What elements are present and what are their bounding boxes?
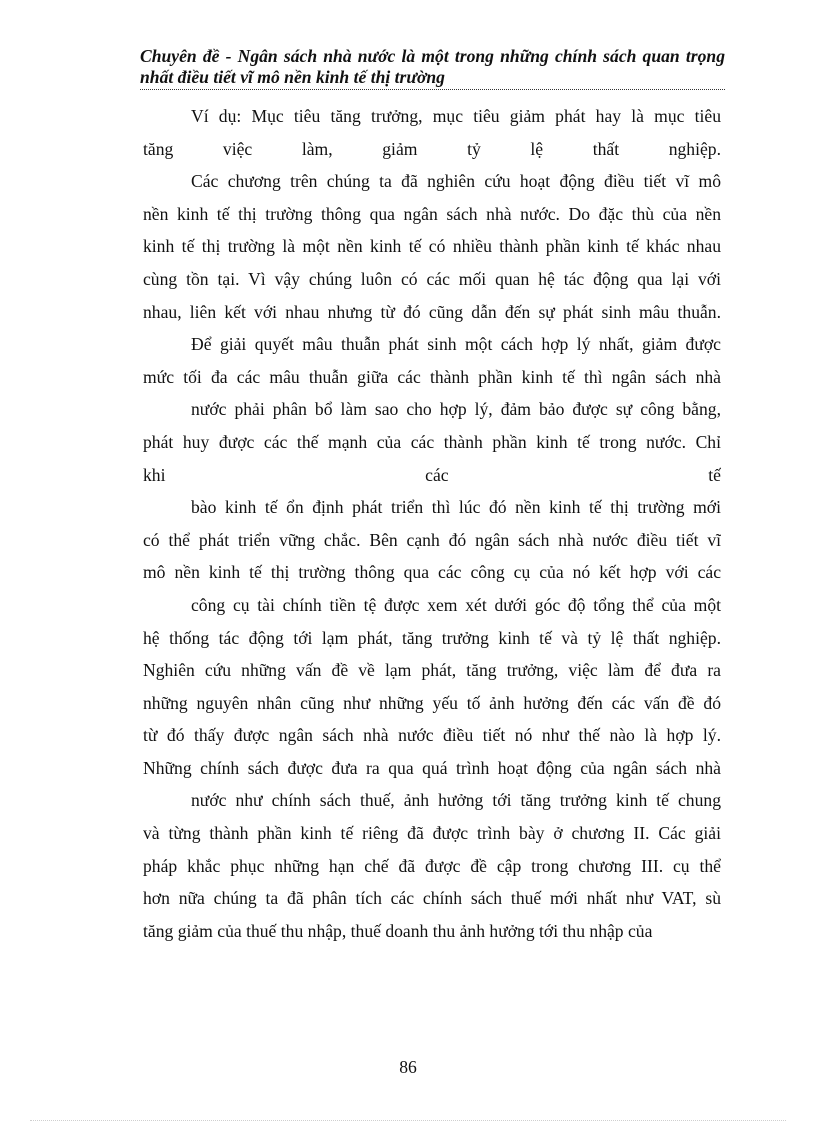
text-line: nước phải phân bổ làm sao cho hợp lý, đảm bảo được sự công bằng,: [191, 399, 721, 420]
text-line: pháp khắc phục những hạn chế đã được đề cập trong chương III. cụ thể: [143, 855, 721, 876]
text-line: khi các tế: [143, 464, 721, 485]
text-line: mô nền kinh tế thị trường thông qua các công cụ của nó kết hợp với các: [143, 562, 721, 583]
page-number: 86: [399, 1057, 417, 1077]
text-line: nền kinh tế thị trường thông qua ngân sách nhà nước. Do đặc thù của nền: [143, 203, 721, 224]
text-line: Để giải quyết mâu thuẫn phát sinh một cách hợp lý nhất, giảm được: [191, 334, 721, 355]
text-line: có thể phát triển vững chắc. Bên cạnh đó ngân sách nhà nước điều tiết vĩ: [143, 529, 721, 550]
text-line: từ đó thấy được ngân sách nhà nước điều tiết nó như thế nào là hợp lý.: [143, 725, 721, 746]
text-line: nhau, liên kết với nhau nhưng từ đó cũng dẫn đến sự phát sinh mâu thuẫn.: [143, 301, 721, 322]
text-line: Nghiên cứu những vấn đề về lạm phát, tăng trưởng, việc làm để đưa ra: [143, 660, 721, 681]
running-header: Chuyên đề - Ngân sách nhà nước là một trong những chính sách quan trọng nhất điều tiết vĩ mô nền kinh tế thị trường: [140, 46, 725, 90]
text-line: hệ thống tác động tới lạm phát, tăng trưởng kinh tế và tỷ lệ thất nghiệp.: [143, 627, 721, 648]
text-line: tăng giảm của thuế thu nhập, thuế doanh thu ảnh hưởng tới thu nhập của: [143, 920, 653, 941]
text-line: phát huy được các thế mạnh của các thành phần kinh tế trong nước. Chỉ: [143, 431, 721, 452]
text-line: Những chính sách được đưa ra qua quá trình hoạt động của ngân sách nhà: [143, 757, 721, 778]
body-text: [143, 100, 721, 947]
text-line: mức tối đa các mâu thuẫn giữa các thành phần kinh tế thì ngân sách nhà: [143, 366, 721, 387]
page-bottom-divider: [30, 1120, 786, 1121]
text-line: cùng tồn tại. Vì vậy chúng luôn có các mối quan hệ tác động qua lại với: [143, 268, 721, 289]
text-line: kinh tế thị trường là một nền kinh tế có nhiều thành phần kinh tế khác nhau: [143, 236, 721, 257]
text-line: bào kinh tế ổn định phát triển thì lúc đó nền kinh tế thị trường mới: [191, 497, 721, 518]
text-line: hơn nữa chúng ta đã phân tích các chính sách thuế mới nhất như VAT, sù: [143, 888, 721, 909]
text-line: công cụ tài chính tiền tệ được xem xét dưới góc độ tổng thể của một: [191, 594, 721, 615]
text-line: Ví dụ: Mục tiêu tăng trưởng, mục tiêu giảm phát hay là mục tiêu: [191, 106, 721, 126]
text-line: và từng thành phần kinh tế riêng đã được trình bày ở chương II. Các giải: [143, 823, 721, 844]
text-line: tăng việc làm, giảm tỷ lệ thất nghiệp.: [143, 138, 721, 159]
text-line: nước như chính sách thuế, ảnh hưởng tới tăng trưởng kinh tế chung: [191, 790, 721, 811]
text-line: Các chương trên chúng ta đã nghiên cứu hoạt động điều tiết vĩ mô: [191, 171, 721, 192]
text-line: những nguyên nhân cũng như những yếu tố ảnh hưởng đến các vấn đề đó: [143, 692, 721, 713]
